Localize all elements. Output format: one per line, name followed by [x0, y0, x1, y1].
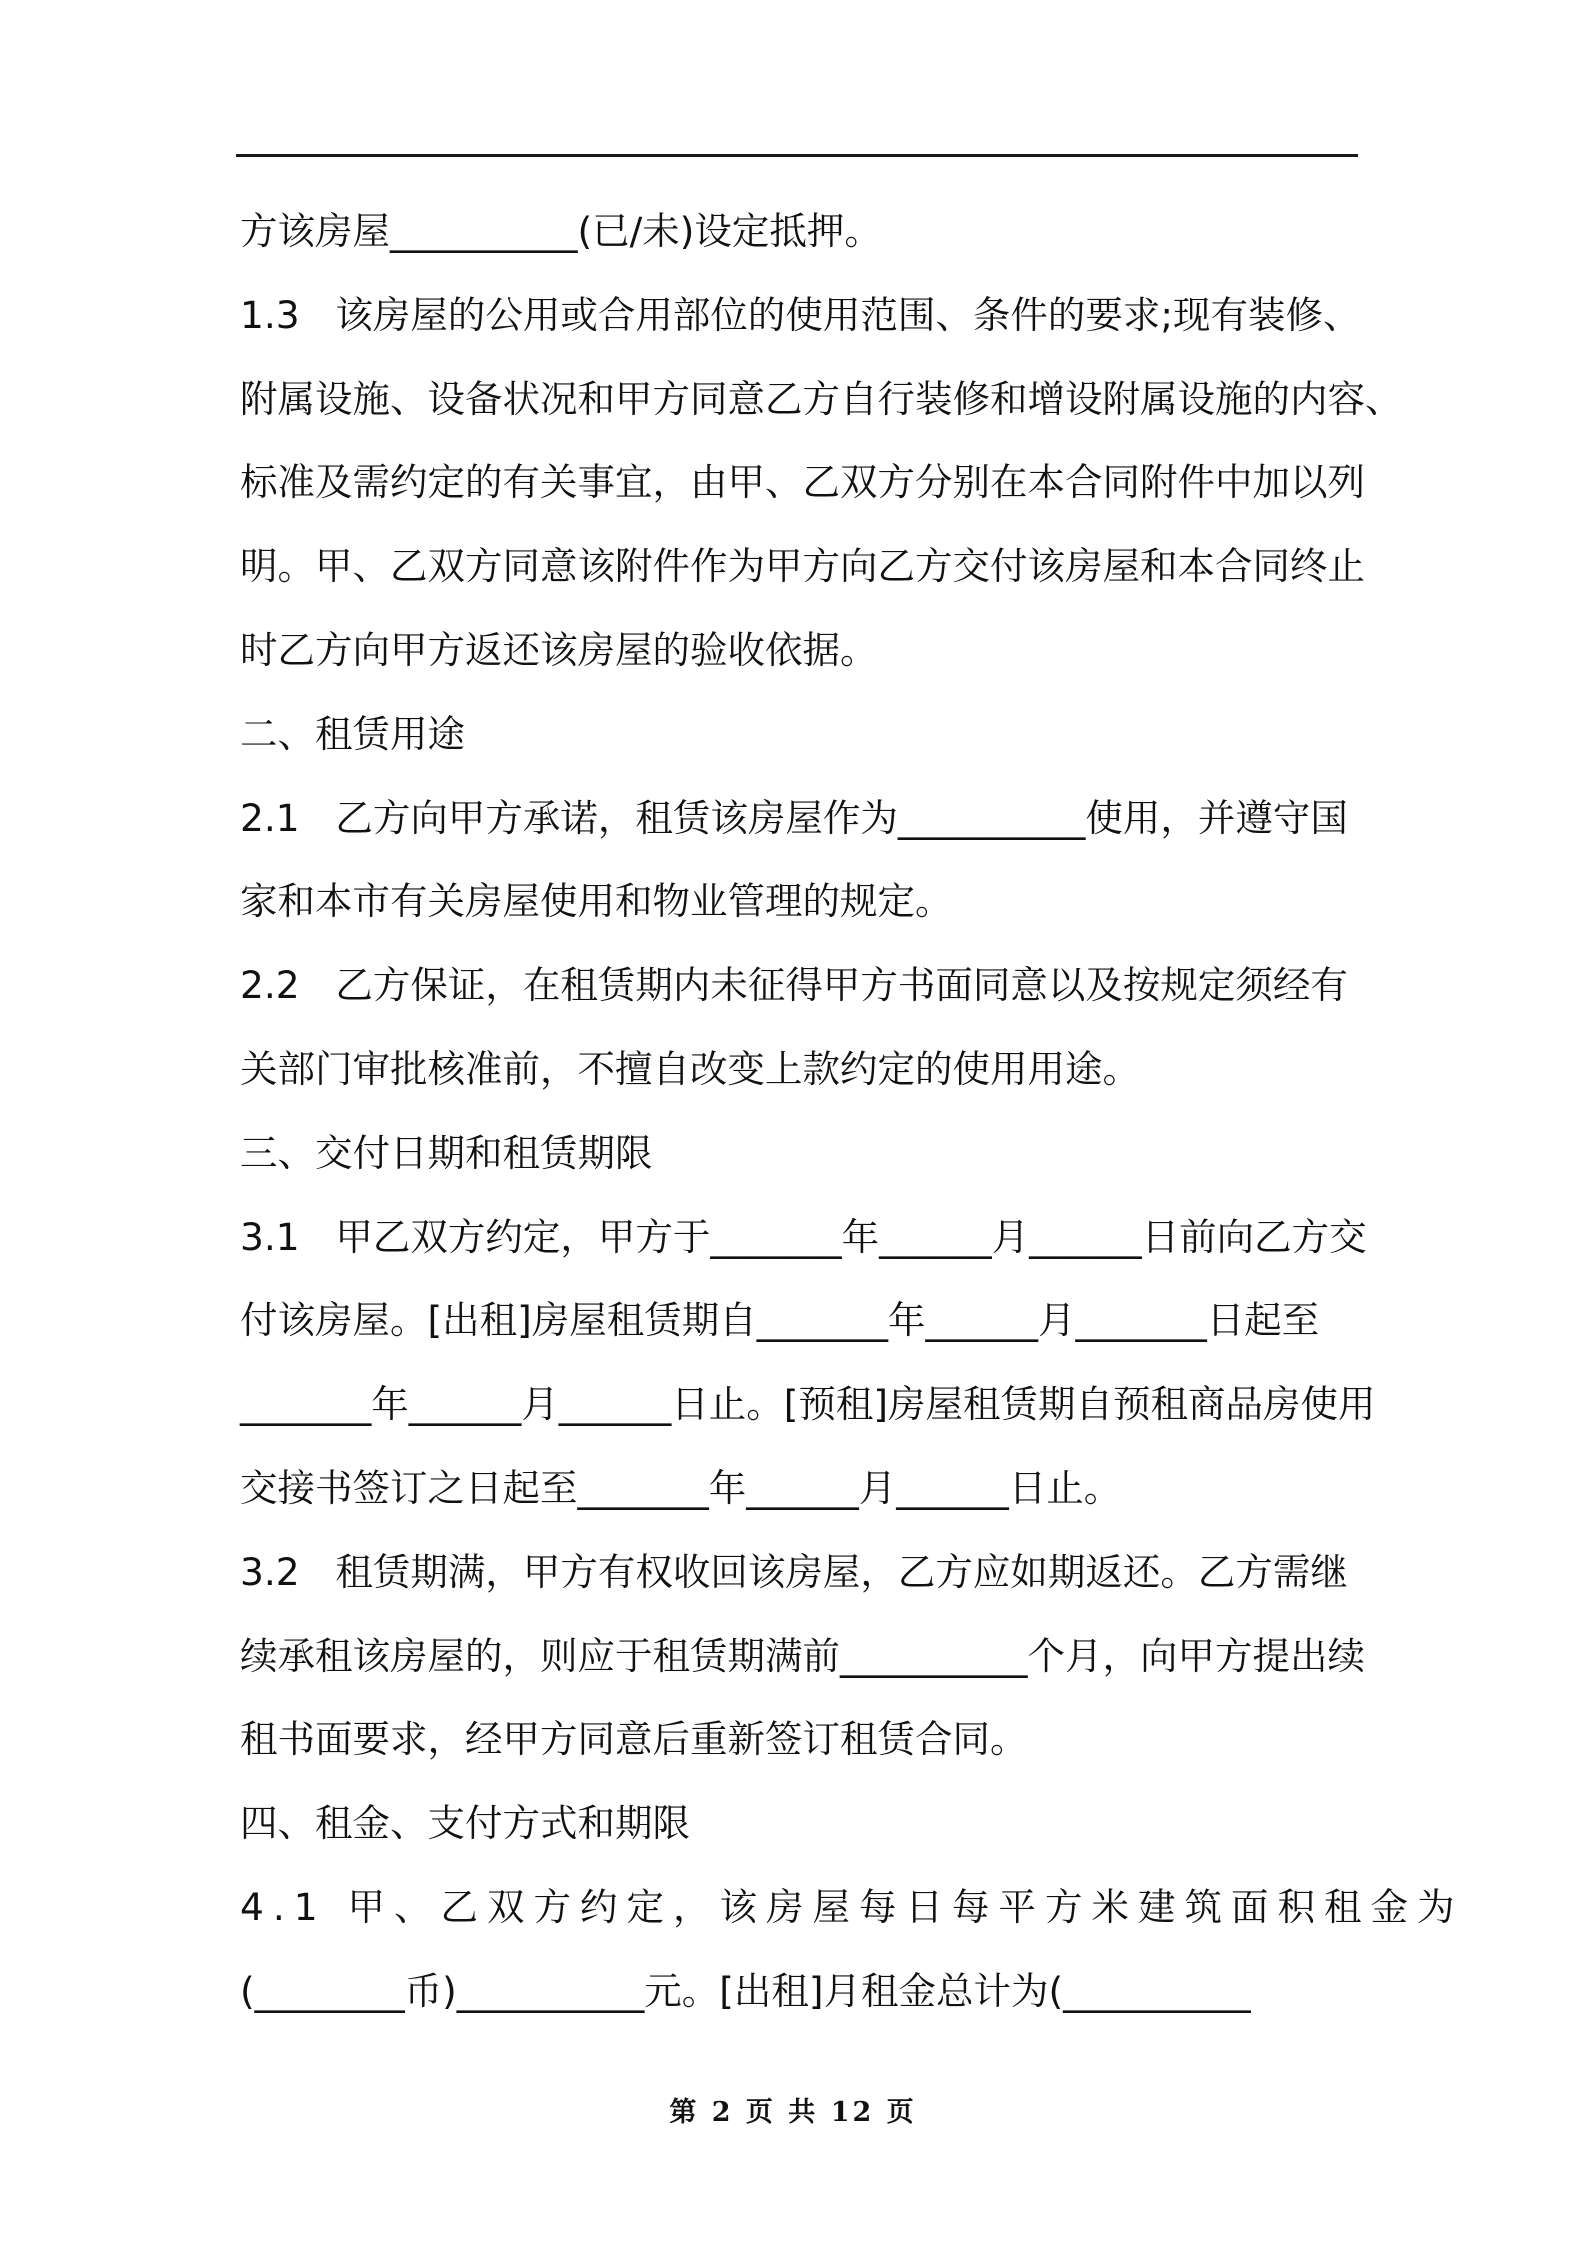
text-line: 付该房屋。[出租]房屋租赁期自_______年______月_______日起至: [240, 1298, 1320, 1343]
text-line: 3.1 甲乙双方约定，甲方于_______年______月______日前向乙方交: [240, 1214, 1367, 1259]
text-line: 2.2 乙方保证，在租赁期内未征得甲方书面同意以及按规定须经有: [240, 963, 1348, 1008]
text-line: 4.1 甲、乙双方约定，该房屋每日每平方米建筑面积租金为: [240, 1884, 1464, 1929]
header-rule: [236, 154, 1358, 157]
section-heading: 三、交付日期和租赁期限: [240, 1130, 653, 1175]
text-line: 附属设施、设备状况和甲方同意乙方自行装修和增设附属设施的内容、: [240, 376, 1403, 421]
text-line: 交接书签订之日起至_______年______月______日止。: [240, 1465, 1122, 1510]
text-line: 时乙方向甲方返还该房屋的验收依据。: [240, 627, 878, 672]
text-line: 方该房屋__________(已/未)设定抵押。: [240, 209, 882, 253]
text-line: 关部门审批核准前，不擅自改变上款约定的使用用途。: [240, 1046, 1140, 1091]
text-line: (________币)__________元。[出租]月租金总计为(__________: [240, 1968, 1251, 2013]
text-line: 明。甲、乙双方同意该附件作为甲方向乙方交付该房屋和本合同终止: [240, 544, 1365, 589]
section-heading: 二、租赁用途: [240, 711, 465, 756]
page-number-footer: 第 2 页 共 12 页: [669, 2097, 917, 2128]
text-line: 家和本市有关房屋使用和物业管理的规定。: [240, 879, 953, 924]
text-line: 租书面要求，经甲方同意后重新签订租赁合同。: [240, 1717, 1028, 1762]
text-line: 标准及需约定的有关事宜，由甲、乙双方分别在本合同附件中加以列: [240, 460, 1365, 505]
text-line: _______年______月______日止。[预租]房屋租赁期自预租商品房使用: [240, 1382, 1376, 1427]
text-line: 2.1 乙方向甲方承诺，租赁该房屋作为__________使用，并遵守国: [240, 795, 1348, 840]
text-line: 3.2 租赁期满，甲方有权收回该房屋，乙方应如期返还。乙方需继: [240, 1549, 1348, 1594]
contract-body: [240, 190, 1464, 2034]
section-heading: 四、租金、支付方式和期限: [240, 1801, 690, 1846]
text-line: 续承租该房屋的，则应于租赁期满前__________个月，向甲方提出续: [240, 1633, 1365, 1678]
text-line: 1.3 该房屋的公用或合用部位的使用范围、条件的要求;现有装修、: [240, 292, 1361, 337]
